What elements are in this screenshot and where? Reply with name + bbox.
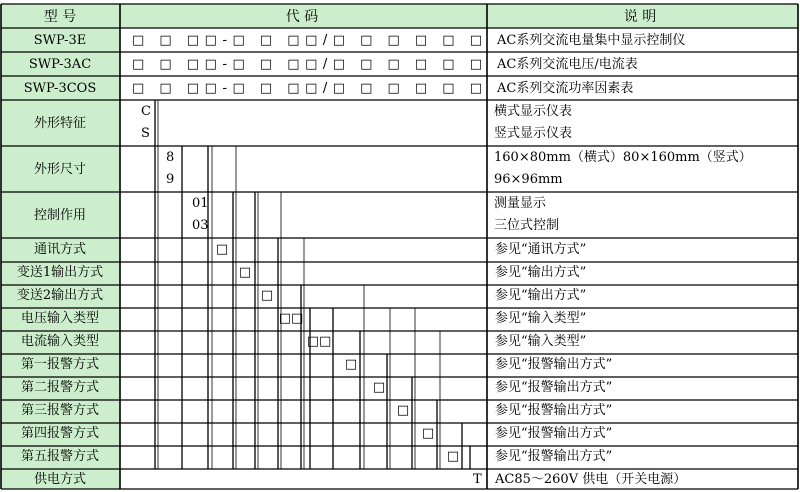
row-code: □: [396, 403, 410, 418]
model-description: AC系列交流电压/电流表: [497, 57, 638, 72]
row-label: 第三报警方式: [20, 403, 100, 418]
option-description: 横式显示仪表: [494, 104, 573, 119]
option-label: 外形特征: [33, 116, 87, 131]
model-code-pattern: □ □ □□-□ □ □□/□ □ □ □ □ □: [132, 81, 482, 96]
row-description: 参见“报警输出方式”: [495, 426, 613, 441]
row-description: 参见“输出方式”: [495, 288, 587, 303]
option-description: 竖式显示仪表: [494, 126, 573, 141]
option-description: 测量显示: [494, 196, 547, 211]
power-code: T: [473, 472, 482, 487]
model-name: SWP-3E: [33, 33, 87, 48]
row-description: 参见“通讯方式”: [495, 242, 587, 257]
row-code: □: [372, 380, 386, 395]
row-description: 参见“输入类型”: [495, 334, 587, 349]
row-code: □□: [278, 311, 304, 326]
option-code: 8: [166, 150, 175, 165]
row-code: □: [238, 265, 252, 280]
row-label: 变送2输出方式: [16, 288, 104, 303]
header-code: 代 码: [285, 9, 319, 25]
row-label: 电压输入类型: [20, 311, 100, 326]
row-code: □: [344, 357, 358, 372]
row-label: 第二报警方式: [20, 380, 100, 395]
row-description: 参见“报警输出方式”: [495, 449, 613, 464]
row-code: □: [260, 288, 274, 303]
option-code: S: [141, 126, 150, 141]
model-code-pattern: □ □ □□-□ □ □□/□ □ □ □ □ □: [132, 57, 482, 72]
row-label: 通讯方式: [33, 242, 87, 257]
row-description: 参见“输出方式”: [495, 265, 587, 280]
row-description: 参见“报警输出方式”: [495, 357, 613, 372]
row-label: 第四报警方式: [20, 426, 100, 441]
row-description: 参见“报警输出方式”: [495, 380, 613, 395]
option-description: 96×96mm: [494, 172, 563, 187]
row-code: □: [446, 449, 460, 464]
model-name: SWP-3COS: [23, 81, 97, 96]
option-label: 外形尺寸: [33, 162, 87, 177]
option-description: 160×80mm（横式）80×160mm（竖式）: [494, 150, 752, 165]
model-description: AC系列交流电量集中显示控制仪: [497, 33, 686, 48]
row-code: □: [421, 426, 435, 441]
header-description: 说 明: [623, 9, 657, 25]
header-model: 型 号: [43, 9, 77, 25]
row-description: 参见“输入类型”: [495, 311, 587, 326]
model-code-pattern: □ □ □□-□ □ □□/□ □ □ □ □ □: [132, 33, 482, 48]
row-description: 参见“报警输出方式”: [495, 403, 613, 418]
row-label: 第一报警方式: [20, 357, 100, 372]
option-code: C: [141, 104, 151, 119]
model-description: AC系列交流功率因素表: [497, 81, 634, 96]
row-code: □□: [306, 334, 332, 349]
row-code: □: [215, 242, 229, 257]
option-code: 03: [192, 218, 209, 233]
power-description: AC85～260V 供电（开关电源）: [495, 472, 687, 487]
option-description: 三位式控制: [494, 218, 560, 233]
option-code: 01: [192, 196, 209, 211]
row-label: 电流输入类型: [20, 334, 100, 349]
option-label: 控制作用: [33, 208, 87, 223]
row-label: 变送1输出方式: [16, 265, 104, 280]
model-name: SWP-3AC: [28, 57, 92, 72]
option-code: 9: [166, 172, 175, 187]
power-label: 供电方式: [33, 472, 87, 487]
row-label: 第五报警方式: [20, 449, 100, 464]
